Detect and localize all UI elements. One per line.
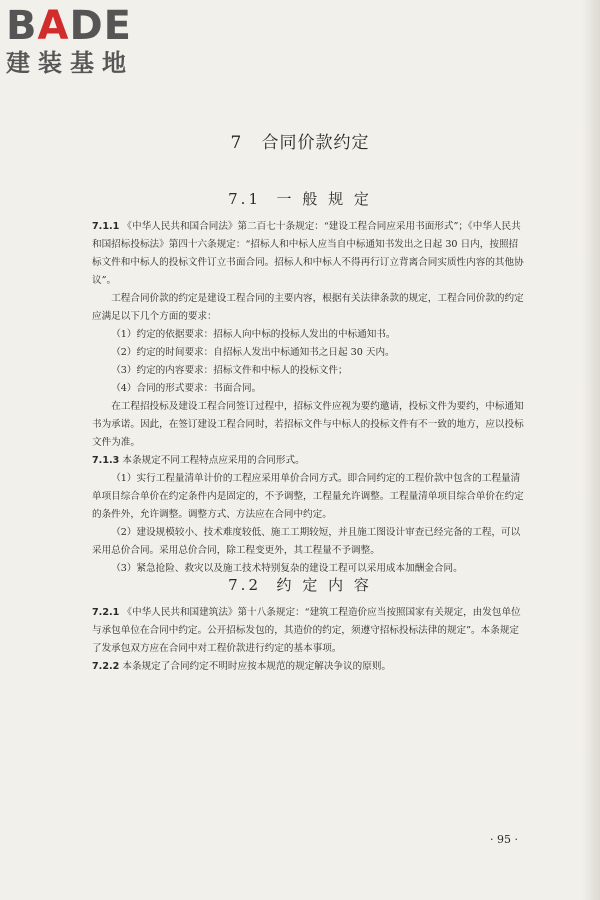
logo-subtitle: 建装基地 bbox=[6, 49, 134, 77]
paragraph: 工程合同价款的约定是建设工程合同的主要内容，根据有关法律条款的规定，工程合同价款的约定应满足以下几个方面的要求： bbox=[92, 293, 524, 322]
list-item: （1）实行工程量清单计价的工程应采用单价合同方式。即合同约定的工程价款中包含的工程量清单项目综合单价在约定条件内是固定的，不予调整，工程量允许调整。工程量清单项目综合单价在约定的条件外，允许调整。调整方式、方法应在合同中约定。 bbox=[92, 473, 524, 520]
chapter-title bbox=[0, 128, 600, 153]
clause-7-2-2: 7.2.2 本条规定了合同约定不明时应按本规范的规定解决争议的原则。 bbox=[92, 661, 392, 672]
section-7-1-body bbox=[92, 218, 525, 578]
logo-mark: BADE bbox=[6, 3, 132, 49]
list-item: （1）约定的依据要求：招标人向中标的投标人发出的中标通知书。 bbox=[111, 329, 396, 340]
list-item: （2）约定的时间要求：自招标人发出中标通知书之日起 30 天内。 bbox=[111, 347, 395, 358]
clause-7-2-1: 7.2.1 《中华人民共和国建筑法》第十八条规定：“建筑工程造价应当按照国家有关规定，由发包单位与承包单位在合同中约定。公开招标发包的，其造价的约定，须遵守招标投标法律的规定”。本条规定了发承包双方应在合同中对工程价款进行约定的基本事项。 bbox=[92, 607, 521, 654]
list-item: （4）合同的形式要求：书面合同。 bbox=[111, 383, 262, 394]
section-title-7-1: 7.1 一 般 规 定 bbox=[228, 190, 372, 208]
clause-7-1-3: 7.1.3 本条规定不同工程特点应采用的合同形式。 bbox=[92, 455, 305, 466]
list-item: （2）建设规模较小、技术难度较低、施工工期较短，并且施工图设计审查已经完备的工程，可以采用总价合同。采用总价合同，除工程变更外，其工程量不予调整。 bbox=[92, 527, 521, 556]
chapter-title-text: 合同价款约定 bbox=[261, 133, 370, 153]
section-7-2-body bbox=[92, 604, 525, 676]
paragraph: 在工程招投标及建设工程合同签订过程中，招标文件应视为要约邀请，投标文件为要约，中标通知书为承诺。因此，在签订建设工程合同时，若招标文件与中标人的投标文件有不一致的地方，应以投标文件为准。 bbox=[92, 401, 524, 448]
clause-7-1-1: 7.1.1 《中华人民共和国合同法》第二百七十条规定：“建设工程合同应采用书面形式”；《中华人民共和国招标投标法》第四十六条规定：“招标人和中标人应当自中标通知书发出之日起 30 日内，按照招标文件和中标人的投标文件订立书面合同。招标人和中标人不得再行订立背离合同实质性内容的其他协议”。 bbox=[92, 221, 524, 286]
watermark-logo bbox=[6, 4, 176, 78]
chapter-number: 7 bbox=[230, 133, 243, 153]
page-number: · 95 · bbox=[490, 833, 518, 846]
list-item: （3）约定的内容要求：招标文件和中标人的投标文件； bbox=[111, 365, 348, 376]
section-title-7-2: 7.2 约 定 内 容 bbox=[228, 576, 372, 594]
list-item: （3）紧急抢险、救灾以及施工技术特别复杂的建设工程可以采用成本加酬金合同。 bbox=[111, 563, 463, 574]
